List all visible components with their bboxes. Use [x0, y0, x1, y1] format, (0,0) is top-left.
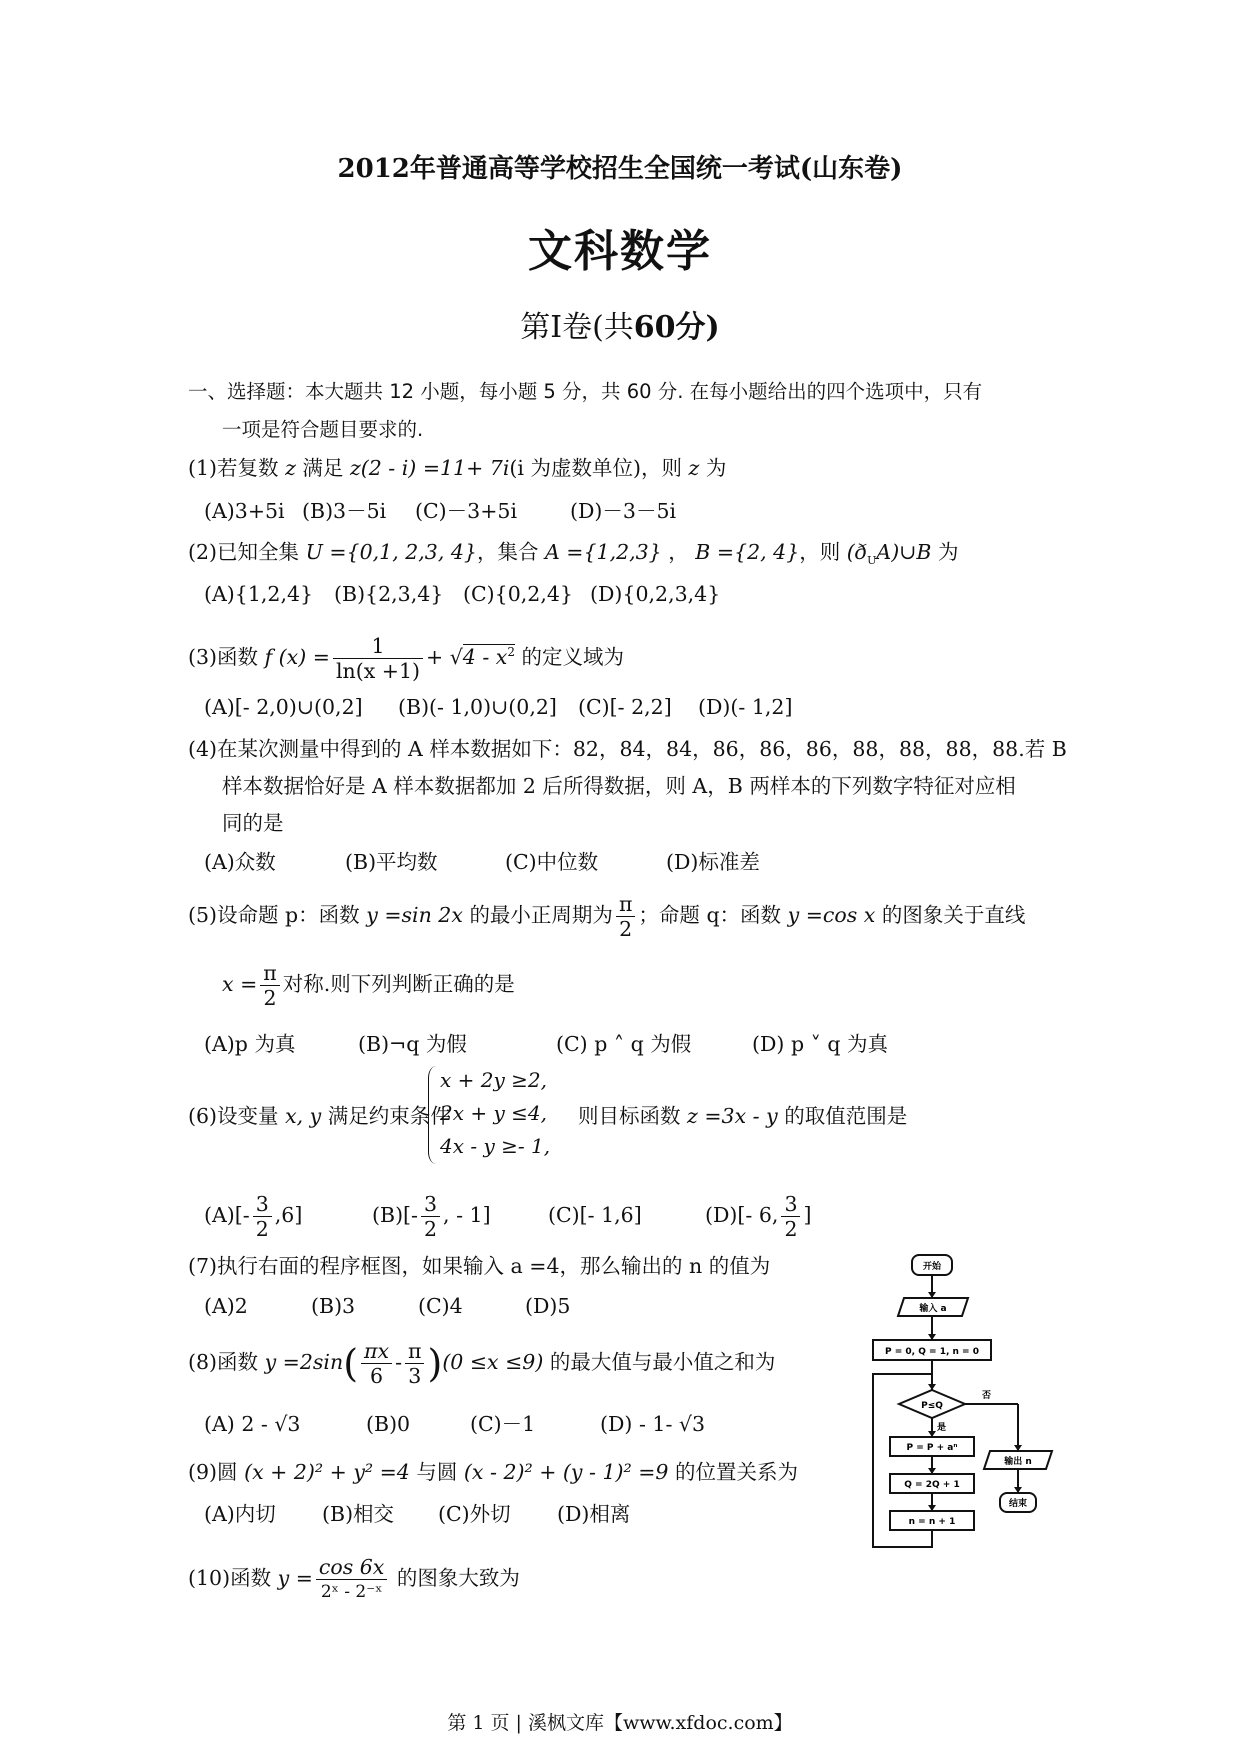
flowchart-condition-label: P≤Q	[921, 1401, 943, 1411]
question-7-option-c: (C)4	[418, 1294, 463, 1318]
section-instructions-line1: 一、选择题：本大题共 12 小题，每小题 5 分，共 60 分. 在每小题给出的四个选项中，只有	[188, 380, 983, 403]
section-instructions-line2: 一项是符合题目要求的.	[222, 418, 424, 441]
question-5-stem: (5)设命题 p：函数 y =sin 2x 的最小正周期为 $\frac{\pi}{2}$ ；命题 q：函数 y =cos x 的图象关于直线	[188, 892, 1026, 941]
question-1-option-c: (C)－3+5i	[415, 499, 517, 523]
question-7-option-a: (A)2	[204, 1294, 248, 1318]
question-1-option-b: (B)3－5i	[302, 499, 387, 523]
question-3-option-a: (A)[- 2,0)∪(0,2]	[204, 695, 363, 719]
question-4-line3: 同的是	[222, 811, 284, 835]
question-3-stem: (3)函数 f (x) = $\frac{1}{\ln(x +1)}$ + $√4 - x^2$ 的定义域为	[188, 633, 625, 683]
flowchart-no-label: 否	[982, 1391, 992, 1401]
constraint-2: 2x + y ≤4,	[440, 1101, 547, 1125]
flowchart-step3-label: n = n + 1	[908, 1517, 956, 1527]
subject-title: 文科数学	[528, 226, 712, 277]
question-3-option-d: (D)(- 1,2]	[698, 695, 793, 719]
question-2-option-d: (D){0,2,3,4}	[590, 582, 721, 606]
question-2-stem: (2)已知全集 U ={0,1, 2,3, 4}，集合 A ={1,2,3} ， B ={2, 4}，则 $(ð_UA)\cup B$ 为	[188, 540, 959, 568]
question-9-option-a: (A)内切	[204, 1502, 276, 1526]
question-7-option-d: (D)5	[525, 1294, 571, 1318]
flowchart-output-label: 输出 n	[1004, 1457, 1032, 1467]
question-5-line2: x = $\frac{\pi}{2}$ 对称.则下列判断正确的是	[222, 961, 515, 1010]
flowchart-step1-label: P = P + aⁿ	[906, 1443, 958, 1453]
question-4-option-c: (C)中位数	[505, 850, 599, 874]
question-1-stem: (1)若复数 z 满足 z(2 - i) =11+ 7i(i 为虚数单位)，则 z 为	[188, 456, 727, 480]
question-4-line2: 样本数据恰好是 A 样本数据都加 2 后所得数据，则 A，B 两样本的下列数字特征对应相	[222, 774, 1016, 798]
question-7-option-b: (B)3	[311, 1294, 356, 1318]
question-2-option-a: (A){1,2,4}	[204, 582, 314, 606]
question-6-option-b: (B)[- $\frac{3}{2}$ , - 1]	[372, 1192, 491, 1241]
question-5-option-a: (A)p 为真	[204, 1032, 296, 1056]
question-6-objective: 则目标函数 z =3x - y 的取值范围是	[578, 1104, 908, 1128]
flowchart-end-label: 结束	[1008, 1499, 1028, 1509]
question-6-option-d: (D)[- 6, $\frac{3}{2}$ ]	[705, 1192, 812, 1241]
part-title: 第Ⅰ卷(共60分)	[520, 310, 720, 345]
exam-title: 2012年普通高等学校招生全国统一考试(山东卷)	[337, 154, 903, 184]
question-6-option-a: (A)[- $\frac{3}{2}$ ,6]	[204, 1192, 303, 1241]
constraint-1: x + 2y ≥2,	[440, 1068, 547, 1092]
question-5-option-d: (D) p ˅ q 为真	[752, 1032, 888, 1056]
question-9-option-c: (C)外切	[438, 1502, 511, 1526]
question-5-option-b: (B)¬q 为假	[358, 1032, 467, 1056]
question-9-option-b: (B)相交	[322, 1502, 395, 1526]
question-8-option-c: (C)－1	[470, 1412, 536, 1436]
question-10-stem: (10)函数 y = $\frac{\cos 6x}{\text{2ˣ - 2⁻ˣ}}$ 的图象大致为	[188, 1555, 520, 1602]
question-8-option-b: (B)0	[366, 1412, 411, 1436]
question-8-option-a: (A) 2 - √3	[204, 1412, 301, 1436]
constraint-3: 4x - y ≥- 1,	[440, 1134, 551, 1158]
question-5-option-c: (C) p ˄ q 为假	[556, 1032, 692, 1056]
flowchart-init-label: P = 0, Q = 1, n = 0	[885, 1347, 979, 1357]
question-9-option-d: (D)相离	[557, 1502, 631, 1526]
question-7-stem: (7)执行右面的程序框图，如果输入 a =4，那么输出的 n 的值为	[188, 1254, 771, 1278]
question-4-option-a: (A)众数	[204, 850, 276, 874]
question-3-option-b: (B)(- 1,0)∪(0,2]	[398, 695, 557, 719]
flowchart-start-label: 开始	[922, 1262, 942, 1272]
question-1-option-d: (D)－3－5i	[570, 499, 677, 523]
question-6-option-c: (C)[- 1,6]	[548, 1203, 642, 1227]
page-footer: 第 1 页 | 溪枫文库【www.xfdoc.com】	[447, 1712, 793, 1734]
question-4-line1: (4)在某次测量中得到的 A 样本数据如下：82，84，84，86，86，86，88，88，88，88.若 B	[188, 737, 1067, 761]
question-3-option-c: (C)[- 2,2]	[578, 695, 672, 719]
question-2-option-b: (B){2,3,4}	[334, 582, 444, 606]
question-8-option-d: (D) - 1- √3	[600, 1412, 706, 1436]
flowchart-step2-label: Q = 2Q + 1	[904, 1480, 960, 1490]
question-4-option-d: (D)标准差	[666, 850, 760, 874]
question-6-stem: (6)设变量 x, y 满足约束条件	[188, 1104, 451, 1128]
flowchart-input-label: 输入 a	[919, 1304, 947, 1314]
question-9-stem: (9)圆 (x + 2)² + y² =4 与圆 (x - 2)² + (y - 1)² =9 的位置关系为	[188, 1460, 798, 1484]
flowchart-yes-label: 是	[937, 1423, 947, 1433]
question-8-stem: (8)函数 y =2sin( $\frac{\pi x}{6}$ - $\frac{\pi}{3}$ )(0 ≤x ≤9) 的最大值与最小值之和为	[188, 1339, 776, 1388]
question-1-option-a: (A)3+5i	[204, 499, 285, 523]
question-2-option-c: (C){0,2,4}	[463, 582, 573, 606]
question-4-option-b: (B)平均数	[345, 850, 438, 874]
